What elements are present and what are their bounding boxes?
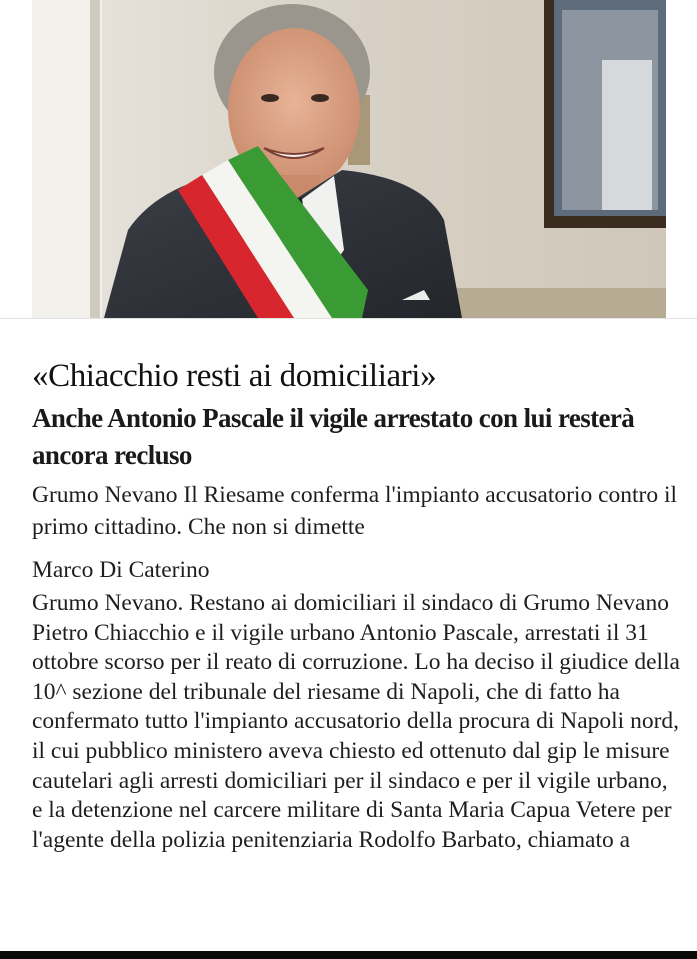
article-byline: Marco Di Caterino xyxy=(32,557,210,583)
bottom-edge-bar xyxy=(0,951,697,959)
article-headline: «Chiacchio resti ai domiciliari» xyxy=(32,358,437,394)
article-photo xyxy=(32,0,666,318)
article-summary: Grumo Nevano Il Riesame conferma l'impianto accusatorio contro il primo cittadino. Che non si dimette xyxy=(32,482,678,540)
article xyxy=(32,356,682,855)
photo-divider xyxy=(0,318,697,319)
article-body: Grumo Nevano. Restano ai domiciliari il sindaco di Grumo Nevano Pietro Chiacchio e il vigile urbano Antonio Pascale, arrestati il 31 ottobre scorso per il reato di corruzione. Lo ha deciso il giudice della 10^ sezione del tribunale del riesame di Napoli, che di fatto ha confermato tutto l'impianto accusatorio della procura di Napoli nord, il cui pubblico ministero aveva chiesto ed ottenuto dal gip le misure cautelari agli arresti domiciliari per il sindaco e per il vigile urbano, e la detenzione nel carcere militare di Santa Maria Capua Vetere per l'agente della polizia penitenziaria Rodolfo Barbato, chiamato a xyxy=(32,590,680,853)
article-subheadline: Anche Antonio Pascale il vigile arrestato con lui resterà ancora recluso xyxy=(32,403,635,470)
